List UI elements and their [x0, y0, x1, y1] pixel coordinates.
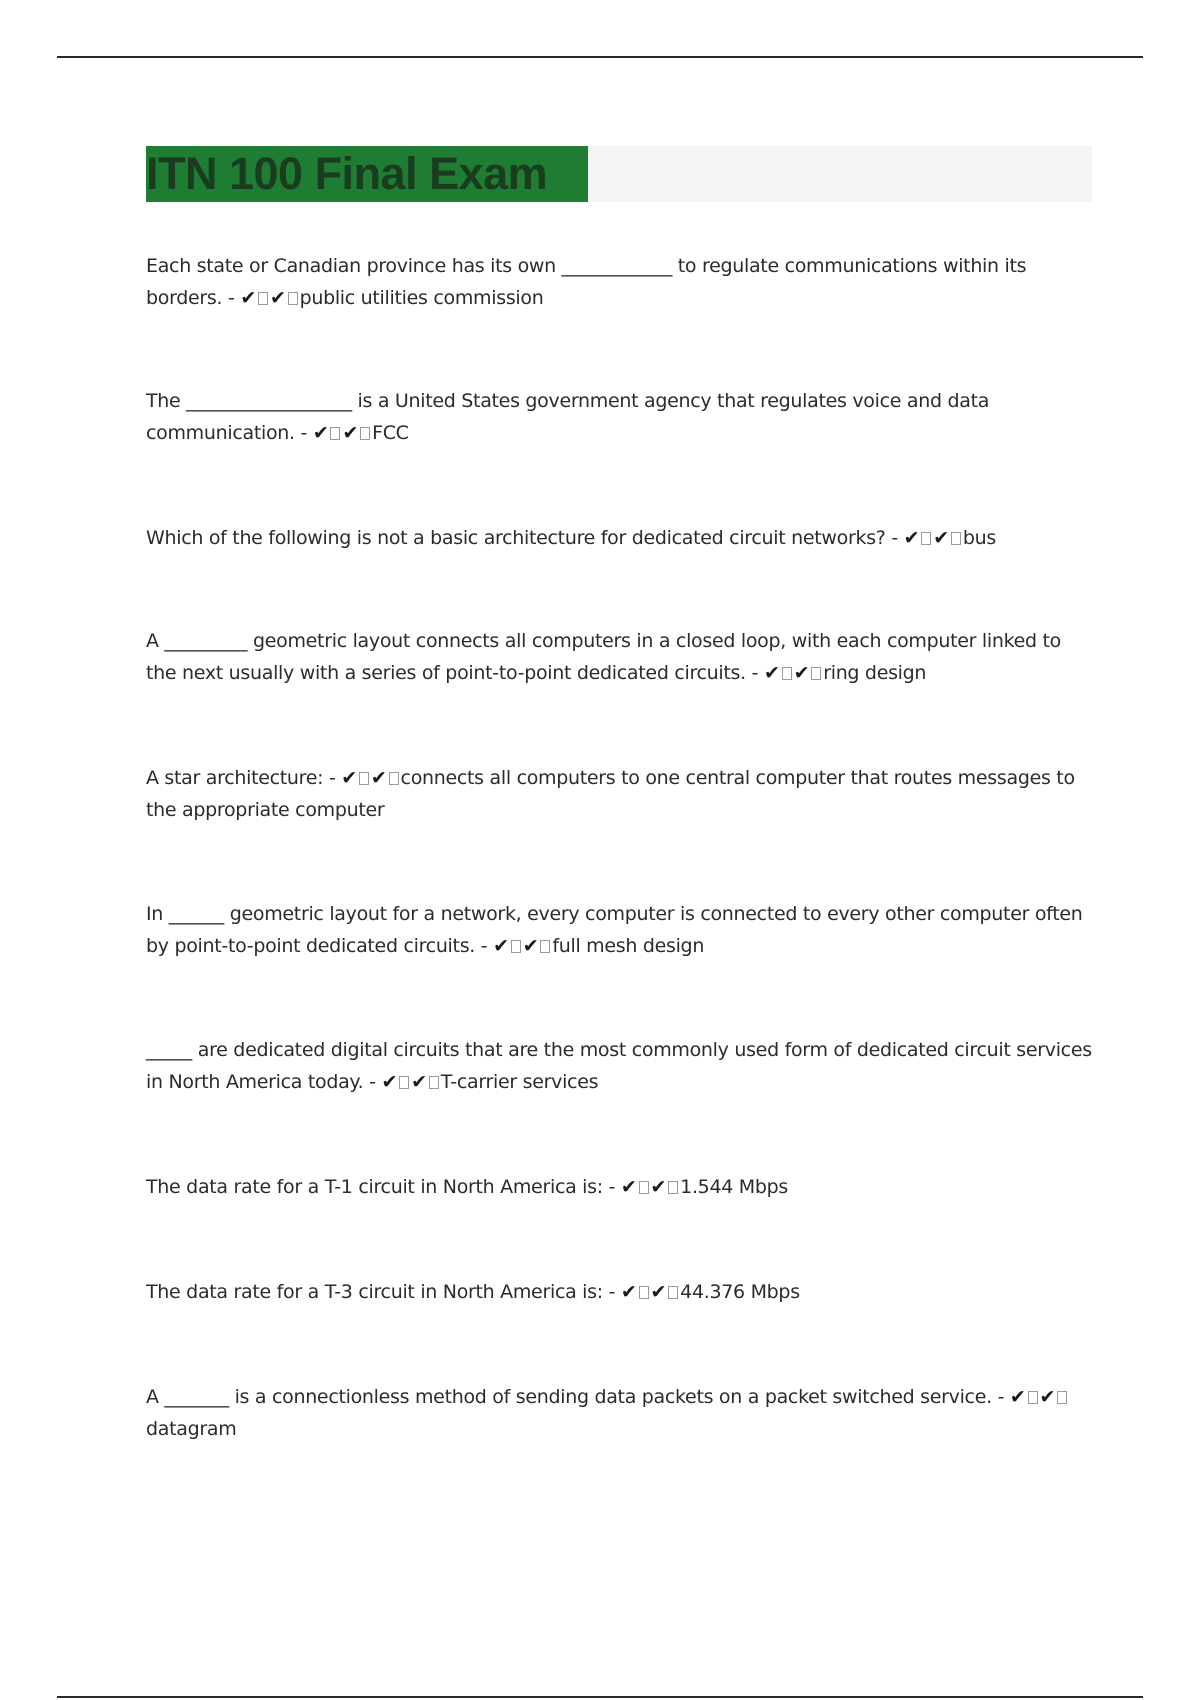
- qa-item: [146, 625, 1092, 689]
- placeholder-box-icon: [359, 772, 369, 785]
- placeholder-box-icon: [921, 532, 931, 545]
- separator: -: [323, 767, 342, 789]
- answer-text: T-carrier services: [440, 1071, 599, 1093]
- answer-text: FCC: [372, 422, 409, 444]
- placeholder-box-icon: [389, 772, 399, 785]
- qa-item: [146, 898, 1092, 962]
- check-icon: ✔: [269, 287, 286, 309]
- check-icon: ✔: [763, 662, 780, 684]
- qa-item: [146, 1171, 1092, 1203]
- check-icon: ✔: [1039, 1386, 1056, 1408]
- check-icon: ✔: [493, 935, 509, 957]
- answer-text: public utilities commission: [299, 287, 544, 309]
- answer-text: full mesh design: [552, 935, 705, 957]
- placeholder-box-icon: [360, 427, 370, 440]
- placeholder-box-icon: [288, 292, 298, 305]
- placeholder-box-icon: [782, 667, 792, 680]
- answer-text: datagram: [146, 1418, 237, 1440]
- question-text: A star architecture:: [146, 767, 324, 789]
- footer-rule: [57, 1696, 1143, 1698]
- placeholder-box-icon: [330, 427, 340, 440]
- check-icon: ✔: [411, 1071, 427, 1093]
- placeholder-box-icon: [258, 292, 268, 305]
- page-title: ITN 100 Final Exam: [146, 148, 548, 199]
- placeholder-box-icon: [511, 940, 521, 953]
- qa-item: [146, 385, 1092, 449]
- placeholder-box-icon: [951, 532, 961, 545]
- check-icon: ✔: [381, 1071, 398, 1093]
- check-icon: ✔: [522, 935, 539, 957]
- check-icon: ✔: [370, 767, 387, 789]
- qa-item: [146, 1034, 1092, 1098]
- placeholder-box-icon: [811, 667, 821, 680]
- qa-item: [146, 762, 1092, 826]
- separator: -: [602, 1176, 621, 1198]
- title-highlight: [146, 146, 588, 202]
- question-text: Each state or Canadian province has its own ____________ to regulate communications within its borders.: [146, 255, 1027, 309]
- separator: -: [991, 1386, 1010, 1408]
- placeholder-box-icon: [639, 1181, 649, 1194]
- answer-text: 1.544 Mbps: [680, 1176, 789, 1198]
- check-icon: ✔: [342, 422, 359, 444]
- separator: -: [222, 287, 241, 309]
- answer-text: connects all computers to one central computer that routes messages to the appropriate computer: [146, 767, 1075, 821]
- check-icon: ✔: [903, 527, 920, 549]
- check-icon: ✔: [650, 1281, 667, 1303]
- qa-item: [146, 1276, 1092, 1308]
- question-text: In ______ geometric layout for a network, every computer is connected to every other computer often by point-to-point dedicated circuits.: [146, 903, 1083, 957]
- placeholder-box-icon: [1028, 1391, 1038, 1404]
- placeholder-box-icon: [540, 940, 550, 953]
- title-banner: [146, 146, 1092, 202]
- placeholder-box-icon: [1057, 1391, 1067, 1404]
- check-icon: ✔: [240, 287, 256, 309]
- question-text: The data rate for a T-3 circuit in North America is:: [146, 1281, 603, 1303]
- check-icon: ✔: [650, 1176, 667, 1198]
- answer-text: ring design: [823, 662, 927, 684]
- separator: -: [745, 662, 764, 684]
- placeholder-box-icon: [639, 1286, 649, 1299]
- question-text: A _________ geometric layout connects all computers in a closed loop, with each computer linked to the next usually with a series of point-to-point dedicated circuits.: [146, 630, 1062, 684]
- placeholder-box-icon: [429, 1076, 439, 1089]
- placeholder-box-icon: [668, 1181, 678, 1194]
- placeholder-box-icon: [668, 1286, 678, 1299]
- placeholder-box-icon: [399, 1076, 409, 1089]
- check-icon: ✔: [620, 1281, 637, 1303]
- separator: -: [885, 527, 904, 549]
- separator: -: [294, 422, 313, 444]
- question-text: The data rate for a T-1 circuit in North America is:: [146, 1176, 603, 1198]
- question-text: Which of the following is not a basic architecture for dedicated circuit networks?: [146, 527, 886, 549]
- separator: -: [602, 1281, 621, 1303]
- header-rule: [57, 56, 1143, 58]
- question-text: _____ are dedicated digital circuits that are the most commonly used form of dedicated circuit services in North America today.: [146, 1039, 1092, 1093]
- qa-item: [146, 250, 1092, 314]
- check-icon: ✔: [620, 1176, 637, 1198]
- separator: -: [363, 1071, 382, 1093]
- question-text: The __________________ is a United States government agency that regulates voice and data communication.: [146, 390, 990, 444]
- answer-text: bus: [962, 527, 997, 549]
- answer-text: 44.376 Mbps: [680, 1281, 800, 1303]
- check-icon: ✔: [312, 422, 329, 444]
- check-icon: ✔: [933, 527, 949, 549]
- qa-item: [146, 522, 1092, 554]
- qa-item: [146, 1381, 1092, 1445]
- separator: -: [475, 935, 494, 957]
- question-text: A _______ is a connectionless method of sending data packets on a packet switched service.: [146, 1386, 992, 1408]
- check-icon: ✔: [1009, 1386, 1026, 1408]
- check-icon: ✔: [793, 662, 810, 684]
- check-icon: ✔: [341, 767, 357, 789]
